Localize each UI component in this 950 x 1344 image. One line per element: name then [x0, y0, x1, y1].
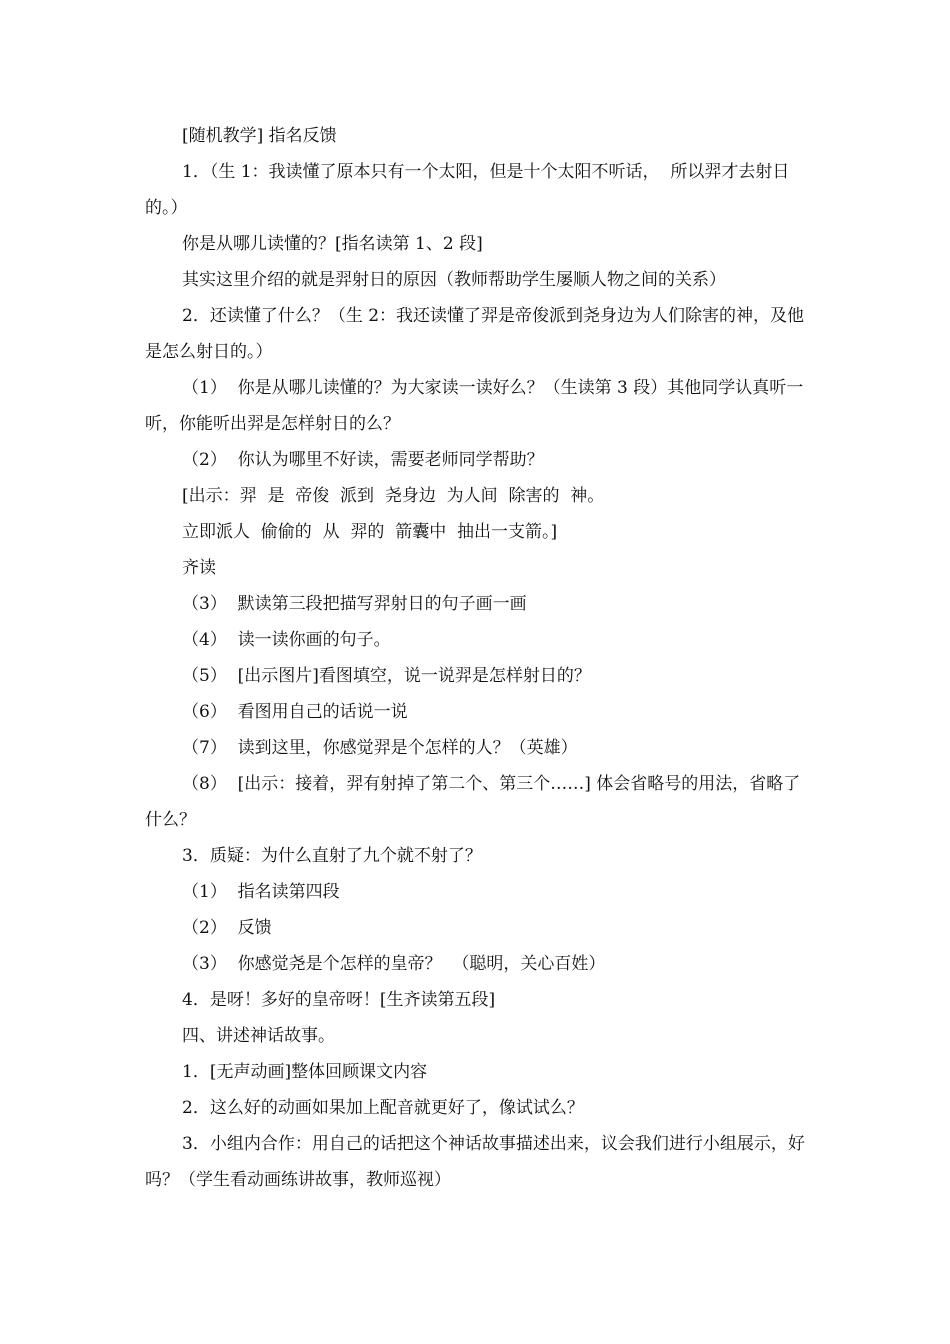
paragraph-21: 4．是呀！多好的皇帝呀！[生齐读第五段] [182, 990, 496, 1010]
paragraph-2: 1．（生 1：我读懂了原本只有一个太阳，但是十个太阳不听话， 所以羿才去射日的。） [145, 162, 790, 218]
paragraph-4: 其实这里介绍的就是羿射日的原因（教师帮助学生屡顺人物之间的关系） [182, 270, 726, 290]
paragraph-3: 你是从哪儿读懂的？[指名读第 1、2 段] [182, 234, 483, 254]
paragraph-22: 四、讲述神话故事。 [182, 1026, 335, 1046]
paragraph-11: （3） 默读第三段把描写羿射日的句子画一画 [182, 594, 527, 614]
paragraph-12: （4） 读一读你画的句子。 [182, 630, 391, 650]
paragraph-17: 3．质疑：为什么直射了九个就不射了？ [182, 846, 482, 866]
paragraph-18: （1） 指名读第四段 [182, 882, 340, 902]
paragraph-24: 2．这么好的动画如果加上配音就更好了，像试试么？ [182, 1098, 584, 1118]
paragraph-15: （7） 读到这里，你感觉羿是个怎样的人？（英雄） [182, 738, 578, 758]
paragraph-8: [出示：羿 是 帝俊 派到 尧身边 为人间 除害的 神。 [182, 486, 605, 506]
paragraph-23: 1．[无声动画]整体回顾课文内容 [182, 1062, 428, 1082]
paragraph-7: （2） 你认为哪里不好读，需要老师同学帮助？ [182, 450, 544, 470]
paragraph-16: （8） [出示：接着，羿有射掉了第二个、第三个……] 体会省略号的用法，省略了什么？ [145, 774, 801, 830]
document-body [145, 118, 810, 1198]
paragraph-6: （1） 你是从哪儿读懂的？为大家读一读好么？（生读第 3 段）其他同学认真听一听，你能听出羿是怎样射日的么？ [145, 378, 804, 434]
paragraph-1: [随机教学] 指名反馈 [182, 126, 337, 146]
paragraph-9: 立即派人 偷偷的 从 羿的 箭囊中 抽出一支箭。] [182, 522, 558, 542]
paragraph-20: （3） 你感觉尧是个怎样的皇帝？ （聪明，关心百姓） [182, 954, 606, 974]
paragraph-14: （6） 看图用自己的话说一说 [182, 702, 408, 722]
paragraph-19: （2） 反馈 [182, 918, 272, 938]
paragraph-5: 2．还读懂了什么？（生 2：我还读懂了羿是帝俊派到尧身边为人们除害的神，及他是怎么射日的。） [145, 306, 805, 362]
paragraph-13: （5） [出示图片]看图填空，说一说羿是怎样射日的？ [182, 666, 591, 686]
paragraph-25: 3．小组内合作：用自己的话把这个神话故事描述出来，议会我们进行小组展示，好吗？（学生看动画练讲故事，教师巡视） [145, 1134, 805, 1190]
paragraph-10: 齐读 [182, 558, 216, 578]
